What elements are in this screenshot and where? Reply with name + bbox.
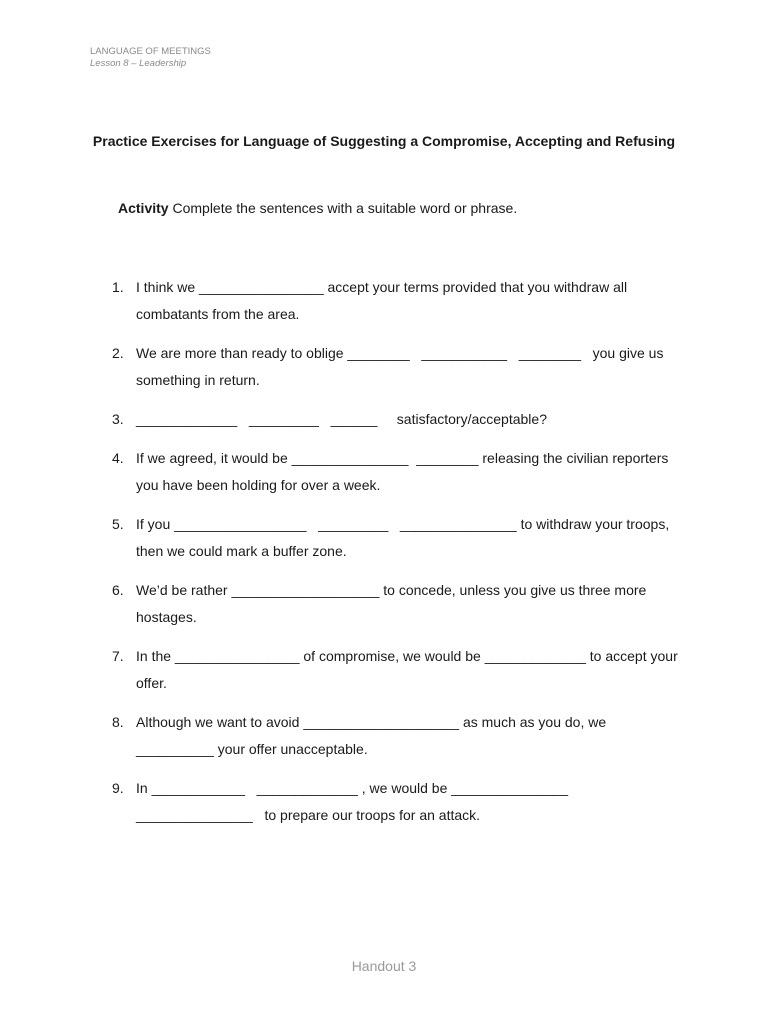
exercise-number: 2.: [112, 345, 124, 361]
exercise-item: [104, 775, 684, 829]
footer-label: Handout 3: [351, 958, 417, 974]
activity-label: Activity: [118, 200, 169, 216]
exercise-list: [104, 274, 684, 841]
exercise-text: If we agreed, it would be _______________ ________ releasing the civilian reporters you have been holding for over a week.: [136, 450, 673, 493]
exercise-number: 7.: [112, 648, 124, 664]
exercise-item: [104, 577, 684, 631]
exercise-number: 8.: [112, 714, 124, 730]
exercise-text: In the ________________ of compromise, we would be _____________ to accept your offer.: [136, 648, 682, 691]
document-header: [90, 46, 211, 70]
exercise-text: I think we ________________ accept your terms provided that you withdraw all combatants from the area.: [136, 279, 631, 322]
exercise-item: [104, 511, 684, 565]
exercise-number: 6.: [112, 582, 124, 598]
activity-instruction-text: Complete the sentences with a suitable word or phrase.: [172, 200, 518, 216]
page-title: Practice Exercises for Language of Suggesting a Compromise, Accepting and Refusing: [92, 133, 676, 149]
exercise-item: [104, 445, 684, 499]
exercise-text: We’d be rather ___________________ to concede, unless you give us three more hostages.: [136, 582, 651, 625]
exercise-item: [104, 274, 684, 328]
exercise-item: [104, 406, 684, 433]
exercise-number: 3.: [112, 411, 124, 427]
activity-instructions: [118, 198, 517, 218]
exercise-item: [104, 643, 684, 697]
exercise-text: _____________ _________ ______ satisfactory/acceptable?: [136, 411, 547, 427]
exercise-text: If you _________________ _________ _______________ to withdraw your troops, then we could mark a buffer zone.: [136, 516, 674, 559]
exercise-text: In ____________ _____________ , we would be _______________ _______________ to prepare our troops for an attack.: [136, 780, 572, 823]
course-name: LANGUAGE OF MEETINGS: [90, 46, 211, 57]
exercise-item: [104, 709, 684, 763]
exercise-item: [104, 340, 684, 394]
exercise-number: 5.: [112, 516, 124, 532]
exercise-text: We are more than ready to oblige ________ ___________ ________ you give us something in return.: [136, 345, 668, 388]
lesson-name: Lesson 8 – Leadership: [90, 58, 187, 69]
exercise-number: 1.: [112, 279, 124, 295]
exercise-number: 4.: [112, 450, 124, 466]
exercise-number: 9.: [112, 780, 124, 796]
exercise-text: Although we want to avoid ____________________ as much as you do, we __________ your offer unacceptable.: [136, 714, 611, 757]
